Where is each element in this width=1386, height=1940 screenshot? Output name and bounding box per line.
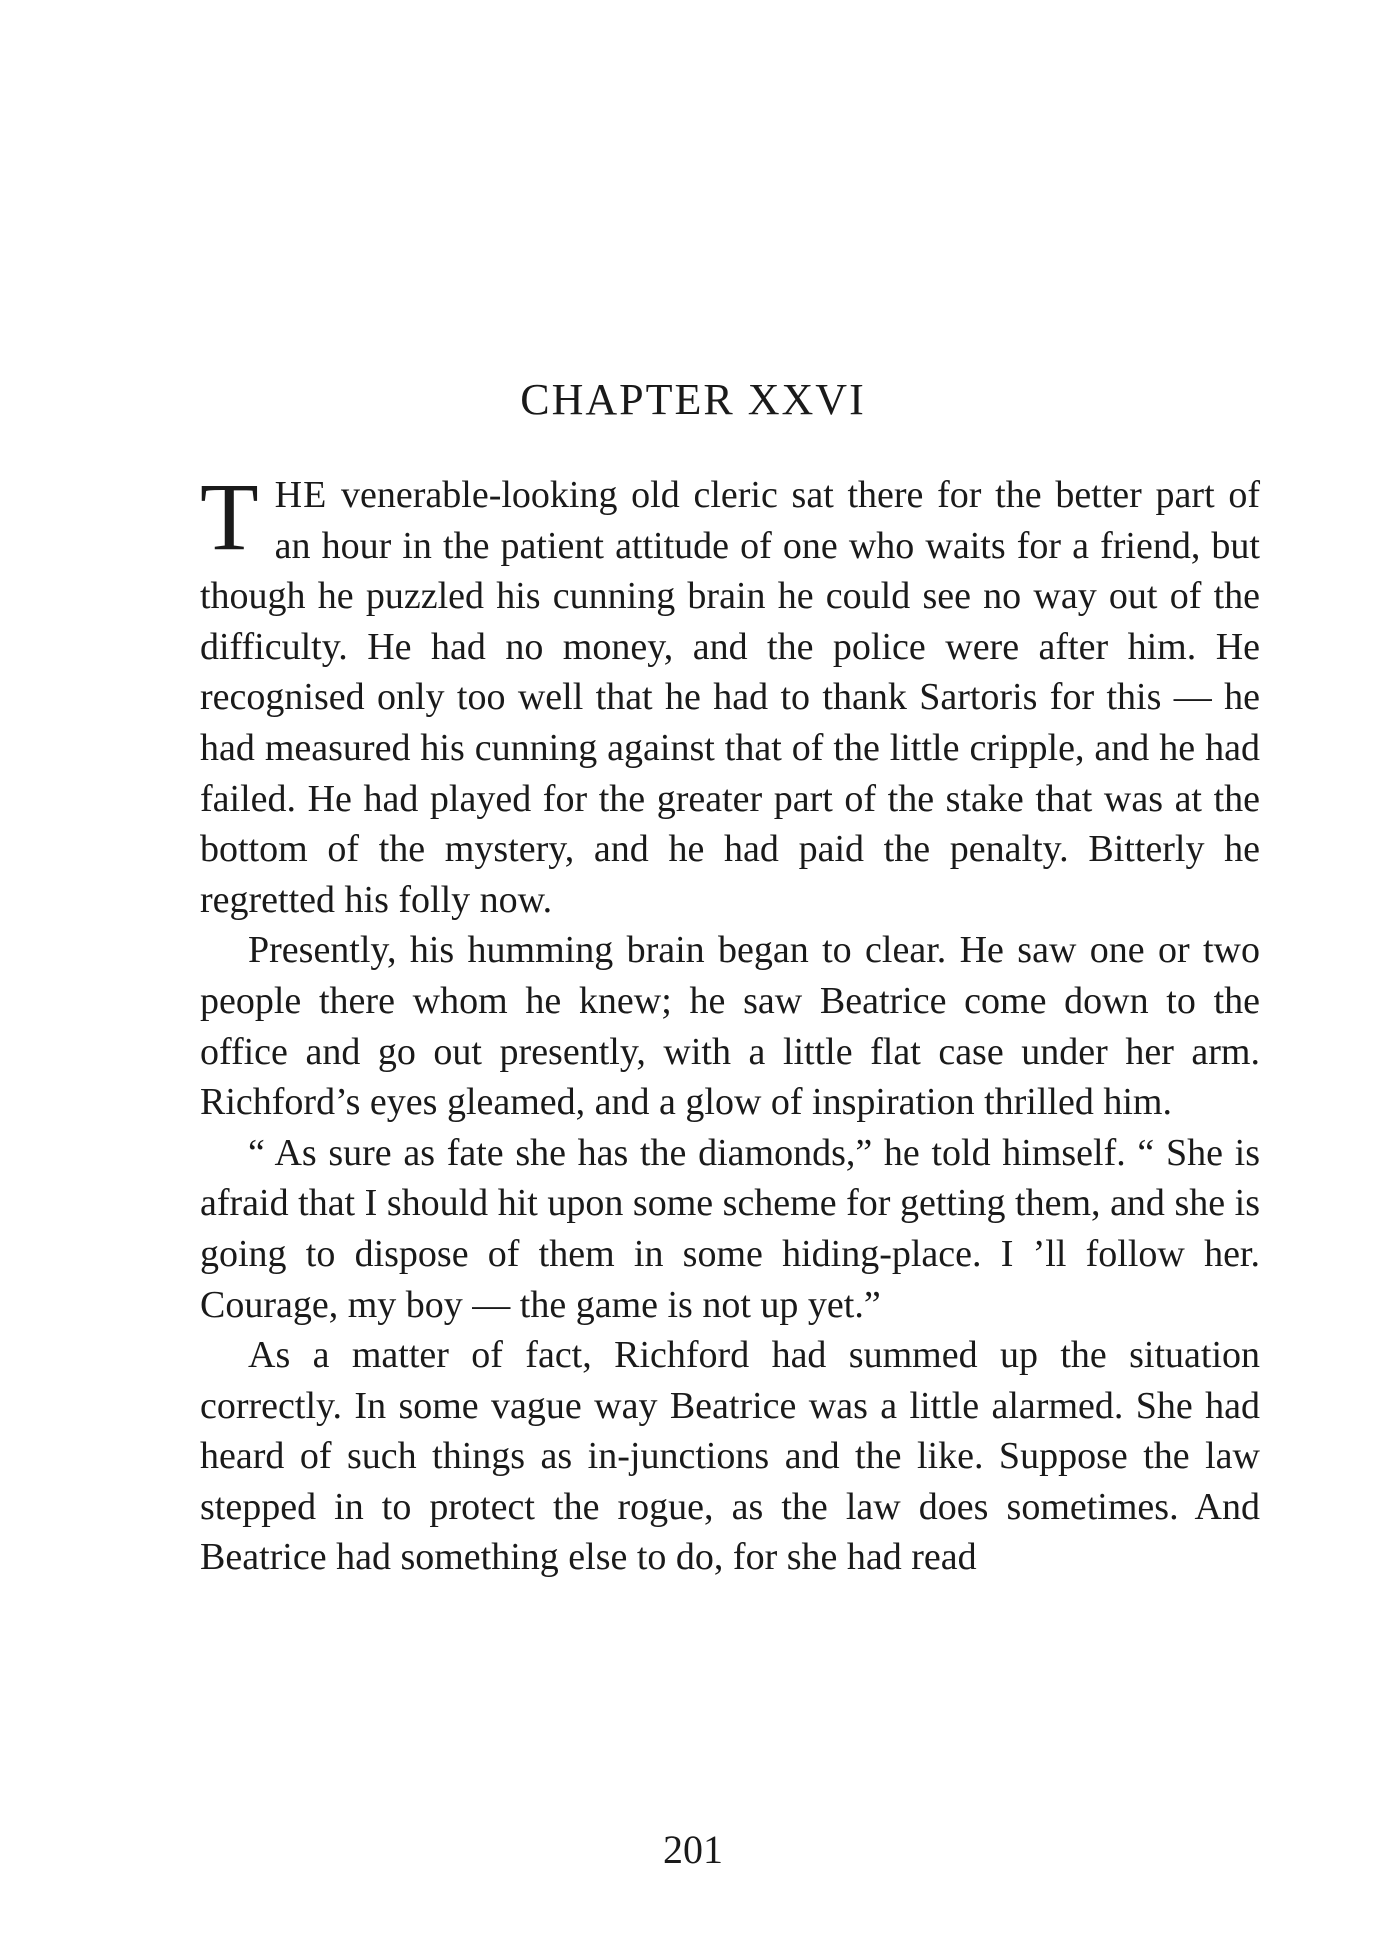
drop-cap: T [200,463,259,570]
paragraph-text: Presently, his humming brain began to clear. He saw one or two people there whom he knew; he saw Beatrice come down to the office and go out presently, with a little flat case under her arm. Richford’s eyes gleamed, and a glow of inspiration thrilled him. [200,929,1260,1124]
paragraph-text: venerable-looking old cleric sat there for the better part of an hour in the patient attitude of one who waits for a friend, but though he puzzled his cunning brain he could see no way out of the difficulty. He had no money, and the police were after him. He recognised only too well that he had to thank Sartoris for this — he had measured his cunning against that of the little cripple, and he had failed. He had played for the greater part of the stake that was at the bottom of the mystery, and he had paid the penalty. Bitterly he regretted his folly now. [200,474,1260,921]
chapter-body [200,463,1260,1583]
page-number: 201 [663,1827,723,1872]
paragraph-text: “ As sure as fate she has the diamonds,” he told himself. “ She is afraid that I should hit upon some scheme for getting them, and she is going to dispose of them in some hiding-place. I ’ll follow her. Courage, my boy — the game is not up yet.” [200,1131,1260,1326]
paragraph-2 [200,925,1260,1127]
paragraph-4 [200,1330,1260,1583]
paragraph-text: As a matter of fact, Richford had summed up the situation correctly. In some vague way Beatrice was a little alarmed. She had heard of such things as in-junctions and the like. Suppose the law stepped in to protect the rogue, as the law does sometimes. And Beatrice had something else to do, for she had read [200,1334,1260,1579]
paragraph-lead-word: HE [274,474,328,516]
paragraph-1 [200,463,1260,925]
chapter-title: CHAPTER XXVI [520,375,866,424]
paragraph-3 [200,1128,1260,1330]
